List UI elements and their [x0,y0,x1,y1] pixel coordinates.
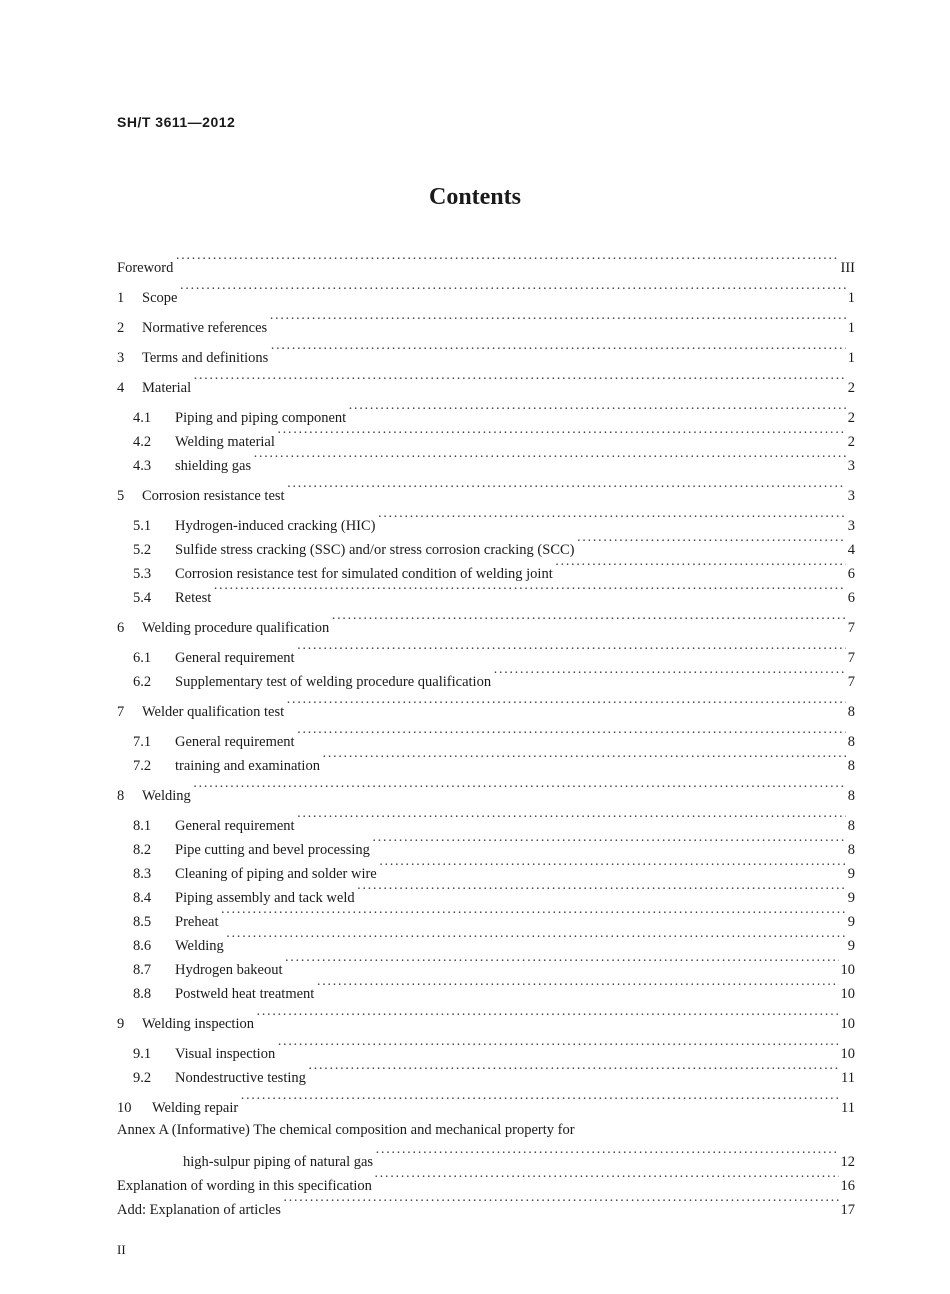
dot-leader [316,974,838,998]
toc-row[interactable] [117,608,855,636]
toc-page: 6 [847,590,855,606]
toc-number: 8.4 [133,890,152,906]
dot-leader [287,476,846,500]
dot-leader [253,446,846,470]
dot-leader [372,830,846,854]
toc-row-sub[interactable] [117,806,855,834]
toc-text: Scope [142,290,178,306]
dot-leader [493,662,846,686]
table-of-contents [117,248,855,1218]
dot-leader [379,854,846,878]
toc-text: Welding material [175,434,275,450]
toc-row[interactable] [117,1004,855,1032]
dot-leader [555,554,846,578]
toc-page: 10 [840,962,855,978]
toc-row-sub[interactable] [117,398,855,426]
dot-leader [297,638,846,662]
toc-row-annex-continued[interactable] [117,1142,855,1170]
toc-page: 9 [847,890,855,906]
toc-text: Postweld heat treatment [175,986,315,1002]
toc-text: shielding gas [175,458,252,474]
toc-page: 8 [847,758,855,774]
toc-page: 8 [847,734,855,750]
toc-number: 5.2 [133,542,152,558]
toc-page: 1 [847,350,855,366]
toc-text: Piping and piping component [175,410,347,426]
toc-number: 6 [117,620,125,636]
dot-leader [179,278,845,302]
toc-text: Welding repair [152,1100,239,1116]
toc-page: 11 [841,1070,855,1086]
dot-leader [308,1058,839,1082]
toc-row-sub[interactable] [117,926,855,954]
dot-leader [357,878,846,902]
toc-page: 8 [847,818,855,834]
toc-text: Retest [175,590,212,606]
toc-row-sub[interactable] [117,950,855,978]
toc-number: 7 [117,704,125,720]
dot-leader [277,1034,838,1058]
dot-leader [297,722,846,746]
toc-row[interactable] [117,476,855,504]
toc-page: 7 [847,620,855,636]
toc-number: 5.1 [133,518,152,534]
toc-row[interactable] [117,338,855,366]
toc-page: 6 [847,566,855,582]
toc-number: 4.1 [133,410,152,426]
toc-row-sub[interactable] [117,902,855,930]
toc-number: 8.8 [133,986,152,1002]
dot-leader [577,530,846,554]
toc-text: Piping assembly and tack weld [175,890,355,906]
toc-page: 11 [841,1100,855,1116]
dot-leader [256,1004,839,1028]
toc-text: Normative references [142,320,268,336]
dot-leader [240,1088,839,1112]
toc-page: 1 [847,290,855,306]
toc-page: 12 [840,1154,855,1170]
toc-page: 2 [847,410,855,426]
toc-row-annex[interactable] [117,1118,855,1142]
toc-text: Pipe cutting and bevel processing [175,842,370,858]
toc-number: 4.3 [133,458,152,474]
toc-text: Welding procedure qualification [142,620,330,636]
toc-text: Material [142,380,192,396]
toc-number: 4.2 [133,434,152,450]
toc-page: 1 [847,320,855,336]
toc-row-sub[interactable] [117,506,855,534]
dot-leader [277,422,846,446]
dot-leader [269,308,846,332]
toc-number: 8.2 [133,842,152,858]
toc-text: Annex A (Informative) The chemical composition and mechanical property for [117,1122,575,1138]
toc-text: Sulfide stress cracking (SSC) and/or stress corrosion cracking (SCC) [175,542,575,558]
toc-text: Explanation of wording in this specification [117,1178,372,1194]
toc-number: 5 [117,488,125,504]
toc-text: Welding [175,938,224,954]
toc-number: 9 [117,1016,125,1032]
toc-text: Nondestructive testing [175,1070,306,1086]
toc-text: high-sulpur piping of natural gas [183,1154,374,1170]
toc-page: 16 [840,1178,855,1194]
dot-leader [375,1142,838,1166]
toc-text: Supplementary test of welding procedure qualification [175,674,492,690]
toc-row[interactable] [117,368,855,396]
toc-number: 8 [117,788,125,804]
toc-page: 2 [847,380,855,396]
toc-number: 8.6 [133,938,152,954]
toc-text: Corrosion resistance test [142,488,285,504]
dot-leader [213,578,846,602]
dot-leader [374,1166,839,1190]
toc-number: 6.1 [133,650,152,666]
toc-page: 10 [840,986,855,1002]
toc-page: 9 [847,866,855,882]
toc-page: 7 [847,674,855,690]
toc-page: 3 [847,458,855,474]
dot-leader [220,902,845,926]
toc-number: 9.1 [133,1046,152,1062]
toc-page: 3 [847,488,855,504]
dot-leader [193,776,846,800]
dot-leader [175,248,838,272]
toc-number: 7.2 [133,758,152,774]
toc-page: III [840,260,855,276]
toc-text: Foreword [117,260,174,276]
toc-text: Welding [142,788,191,804]
page-title: Contents [428,184,521,210]
toc-text: General requirement [175,734,295,750]
dot-leader [378,506,846,530]
toc-row[interactable] [117,692,855,720]
toc-page: 7 [847,650,855,666]
toc-text: General requirement [175,650,295,666]
dot-leader [226,926,846,950]
toc-text: training and examination [175,758,320,774]
toc-page: 10 [840,1046,855,1062]
dot-leader [285,950,839,974]
toc-number: 8.5 [133,914,152,930]
toc-text: Hydrogen-induced cracking (HIC) [175,518,376,534]
dot-leader [286,692,846,716]
dot-leader [283,1190,839,1214]
dot-leader [270,338,846,362]
toc-page: 2 [847,434,855,450]
toc-row[interactable] [117,1088,855,1116]
toc-row-foreword[interactable] [117,248,855,276]
toc-text: Welder qualification test [142,704,285,720]
page-number: II [117,1242,126,1257]
toc-row[interactable] [117,278,855,306]
toc-text: Welding inspection [142,1016,254,1032]
toc-page: 8 [847,704,855,720]
toc-number: 8.3 [133,866,152,882]
toc-row-sub[interactable] [117,578,855,606]
toc-number: 3 [117,350,125,366]
dot-leader [348,398,846,422]
toc-page: 8 [847,788,855,804]
toc-number: 6.2 [133,674,152,690]
dot-leader [297,806,846,830]
dot-leader [193,368,846,392]
toc-page: 9 [847,938,855,954]
toc-text: Terms and definitions [142,350,269,366]
toc-number: 5.3 [133,566,152,582]
toc-row-sub[interactable] [117,722,855,750]
dot-leader [331,608,845,632]
toc-text: Add: Explanation of articles [117,1202,281,1218]
toc-number: 8.7 [133,962,152,978]
toc-page: 4 [847,542,855,558]
toc-page: 10 [840,1016,855,1032]
toc-text: Hydrogen bakeout [175,962,283,978]
standard-code: SH/T 3611—2012 [117,114,236,130]
toc-number: 4 [117,380,125,396]
toc-row[interactable] [117,308,855,336]
toc-text: Cleaning of piping and solder wire [175,866,377,882]
toc-text: Visual inspection [175,1046,276,1062]
toc-page: 3 [847,518,855,534]
toc-number: 2 [117,320,125,336]
dot-leader [322,746,846,770]
toc-text: Corrosion resistance test for simulated condition of welding joint [175,566,553,582]
toc-number: 1 [117,290,125,306]
toc-number: 9.2 [133,1070,152,1086]
toc-page: 9 [847,914,855,930]
toc-row-sub[interactable] [117,638,855,666]
toc-number: 5.4 [133,590,152,606]
toc-number: 10 [117,1100,132,1116]
toc-number: 8.1 [133,818,152,834]
toc-text: Preheat [175,914,219,930]
toc-row-sub[interactable] [117,1034,855,1062]
toc-page: 17 [840,1202,855,1218]
toc-number: 7.1 [133,734,152,750]
toc-page: 8 [847,842,855,858]
toc-row[interactable] [117,776,855,804]
toc-text: General requirement [175,818,295,834]
